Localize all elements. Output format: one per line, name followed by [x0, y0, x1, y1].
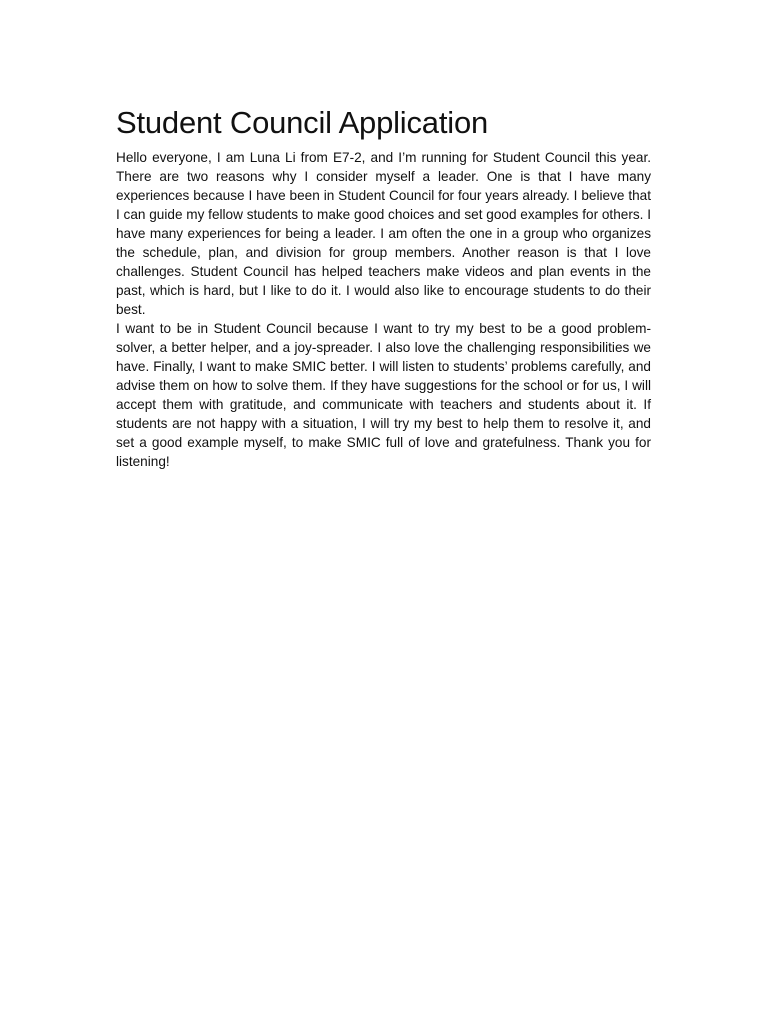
paragraph-reasons: I want to be in Student Council because I want to try my best to be a good problem-solver, a better helper, and a joy-spreader. I also love the challenging responsibilities we have. Finally, I want to make SMIC better. I will listen to students’ problems carefully, and advise them on how to solve them. If they have suggestions for the school or for us, I will accept them with gratitude, and communicate with teachers and students about it. If students are not happy with a situation, I will try my best to help them to resolve it, and set a good example myself, to make SMIC full of love and gratefulness. Thank you for listening!	[116, 321, 651, 469]
document-title: Student Council Application	[116, 105, 489, 140]
document-body	[116, 104, 651, 471]
paragraph-intro: Hello everyone, I am Luna Li from E7-2, and I’m running for Student Council this year. There are two reasons why I consider myself a leader. One is that I have many experiences because I have been in Student Council for four years already. I believe that I can guide my fellow students to make good choices and set good examples for others. I have many experiences for being a leader. I am often the one in a group who organizes the schedule, plan, and division for group members. Another reason is that I love challenges. Student Council has helped teachers make videos and plan events in the past, which is hard, but I like to do it. I would also like to encourage students to do their best.	[116, 150, 651, 317]
